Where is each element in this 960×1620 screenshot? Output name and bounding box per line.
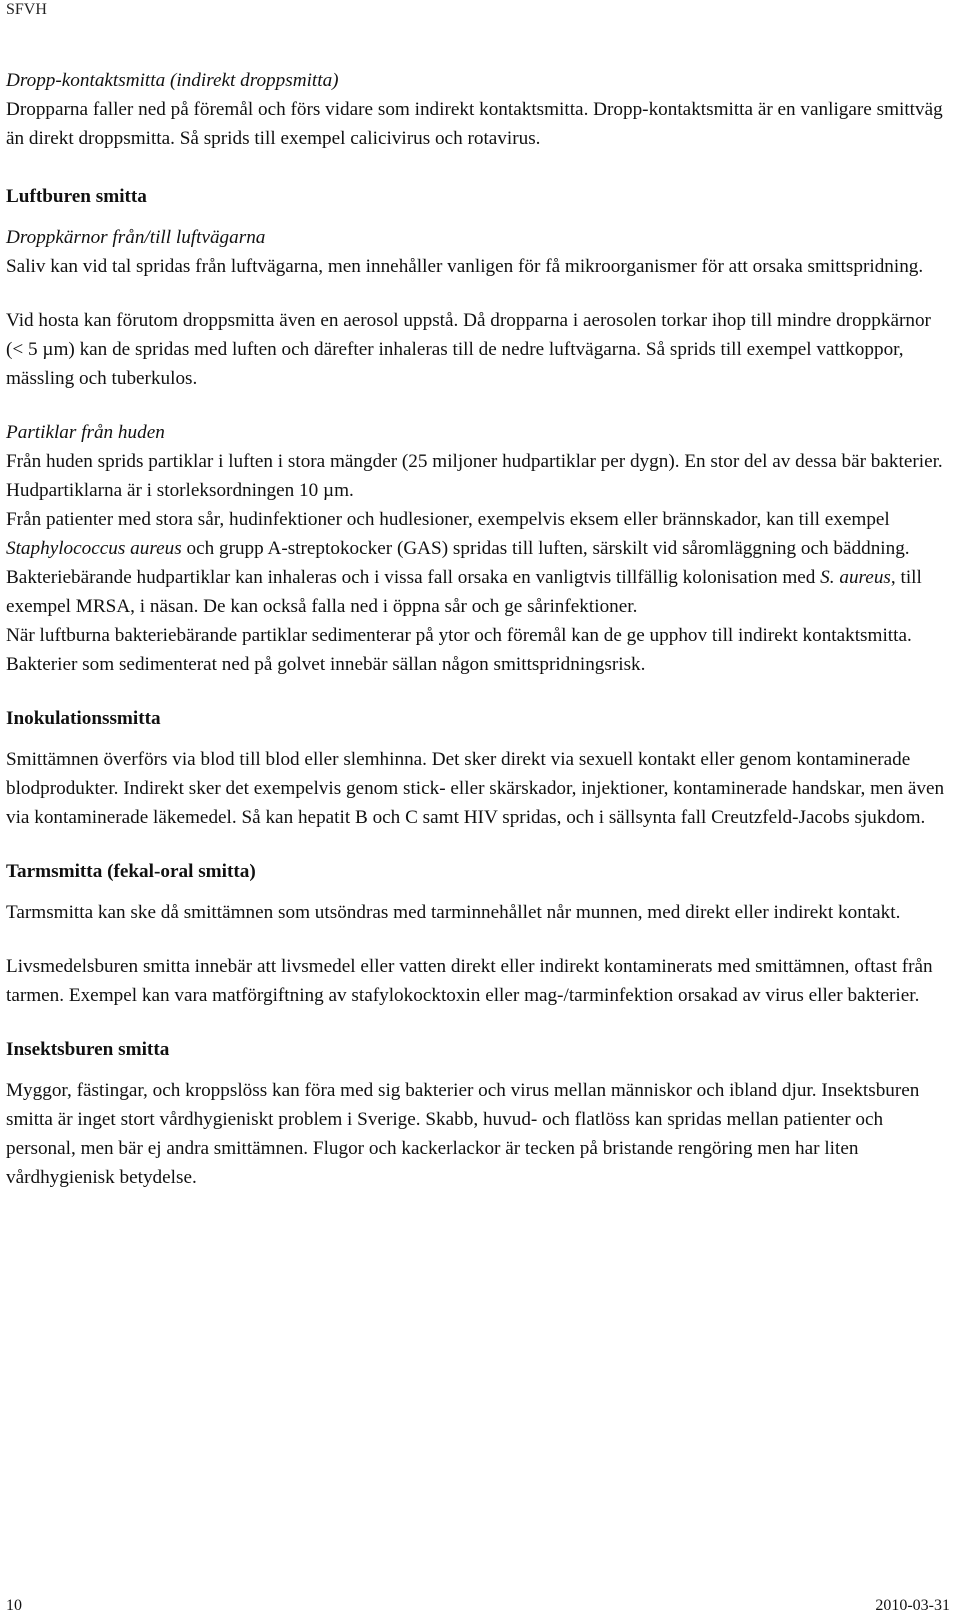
species-name: S. aureus	[820, 567, 891, 588]
species-name: Staphylococcus aureus	[6, 538, 182, 559]
subheading-droppkarnor: Droppkärnor från/till luftvägarna	[6, 227, 266, 248]
paragraph-hosta: Vid hosta kan förutom droppsmitta även en aerosol uppstå. Då dropparna i aerosolen torkar ihop till mindre droppkärnor (< 5 µm) kan de spridas med luften och därefter inhaleras till de nedre luftvägarna. Så sprids till exempel vattkoppor, mässling och tuberkulos.	[6, 310, 931, 389]
text-span: Från patienter med stora sår, hudinfektioner och hudlesioner, exempelvis eksem eller brännskador, kan till exempel	[6, 509, 890, 530]
paragraph-inokulation: Smittämnen överförs via blod till blod eller slemhinna. Det sker direkt via sexuell kontakt eller genom kontaminerade blodprodukter. Indirekt sker det exempelvis genom stick- eller skärskador, injektioner, kontaminerade handskar, men även via kontaminerade läkemedel. Så kan hepatit B och C samt HIV spridas, och i sällsynta fall Creutzfeld-Jacobs sjukdom.	[6, 749, 945, 828]
paragraph-tarmsmitta: Tarmsmitta kan ske då smittämnen som utsöndras med tarminnehållet når munnen, med direkt eller indirekt kontakt.	[6, 902, 901, 923]
document-body	[6, 66, 946, 1192]
paragraph-sedimentering: När luftburna bakteriebärande partiklar sedimenterar på ytor och föremål kan de ge upphov till indirekt kontaktsmitta. Bakterier som sedimenterat ned på golvet innebär sällan någon smittspridningsrisk.	[6, 625, 912, 675]
paragraph-patienter-sar	[6, 505, 946, 563]
paragraph-kolonisation	[6, 563, 946, 621]
text-span: , till exempel MRSA, i näsan. De kan också falla ned i öppna sår och ge sårinfektioner.	[6, 567, 922, 617]
heading-insektsburen-smitta: Insektsburen smitta	[6, 1039, 170, 1060]
heading-luftburen-smitta: Luftburen smitta	[6, 186, 147, 207]
heading-inokulationssmitta: Inokulationssmitta	[6, 708, 161, 729]
page-number: 10	[6, 1597, 22, 1614]
text-span: och grupp A-streptokocker (GAS) spridas till luften, särskilt vid såromläggning och bäddning.	[181, 538, 910, 559]
subheading-dropp-kontaktsmitta: Dropp-kontaktsmitta (indirekt droppsmitta)	[6, 70, 339, 91]
paragraph-saliv: Saliv kan vid tal spridas från luftvägarna, men innehåller vanligen för få mikroorganismer för att orsaka smittspridning.	[6, 256, 924, 277]
subheading-partiklar-huden: Partiklar från huden	[6, 422, 165, 443]
paragraph-dropp-kontaktsmitta: Dropparna faller ned på föremål och förs vidare som indirekt kontaktsmitta. Dropp-kontaktsmitta är en vanligare smittväg än direkt droppsmitta. Så sprids till exempel calicivirus och rotavirus.	[6, 99, 943, 149]
paragraph-insektsburen: Myggor, fästingar, och kroppslöss kan föra med sig bakterier och virus mellan människor och ibland djur. Insektsburen smitta är inget stort vårdhygieniskt problem i Sverige. Skabb, huvud- och flatlöss kan spridas mellan patienter och personal, men bär ej andra smittämnen. Flugor och kackerlackor är tecken på bristande rengöring men har liten vårdhygienisk betydelse.	[6, 1080, 920, 1188]
document-header: SFVH	[6, 1, 47, 18]
paragraph-hudpartiklar: Från huden sprids partiklar i luften i stora mängder (25 miljoner hudpartiklar per dygn). En stor del av dessa bär bakterier. Hudpartiklarna är i storleksordningen 10 µm.	[6, 451, 943, 501]
paragraph-livsmedelsburen: Livsmedelsburen smitta innebär att livsmedel eller vatten direkt eller indirekt kontaminerats med smittämnen, oftast från tarmen. Exempel kan vara matförgiftning av stafylokocktoxin eller mag-/tarminfektion orsakad av virus eller bakterier.	[6, 956, 933, 1006]
heading-tarmsmitta: Tarmsmitta (fekal-oral smitta)	[6, 861, 256, 882]
text-span: Bakteriebärande hudpartiklar kan inhaleras och i vissa fall orsaka en vanligtvis tillfällig kolonisation med	[6, 567, 821, 588]
document-date: 2010-03-31	[875, 1597, 950, 1614]
